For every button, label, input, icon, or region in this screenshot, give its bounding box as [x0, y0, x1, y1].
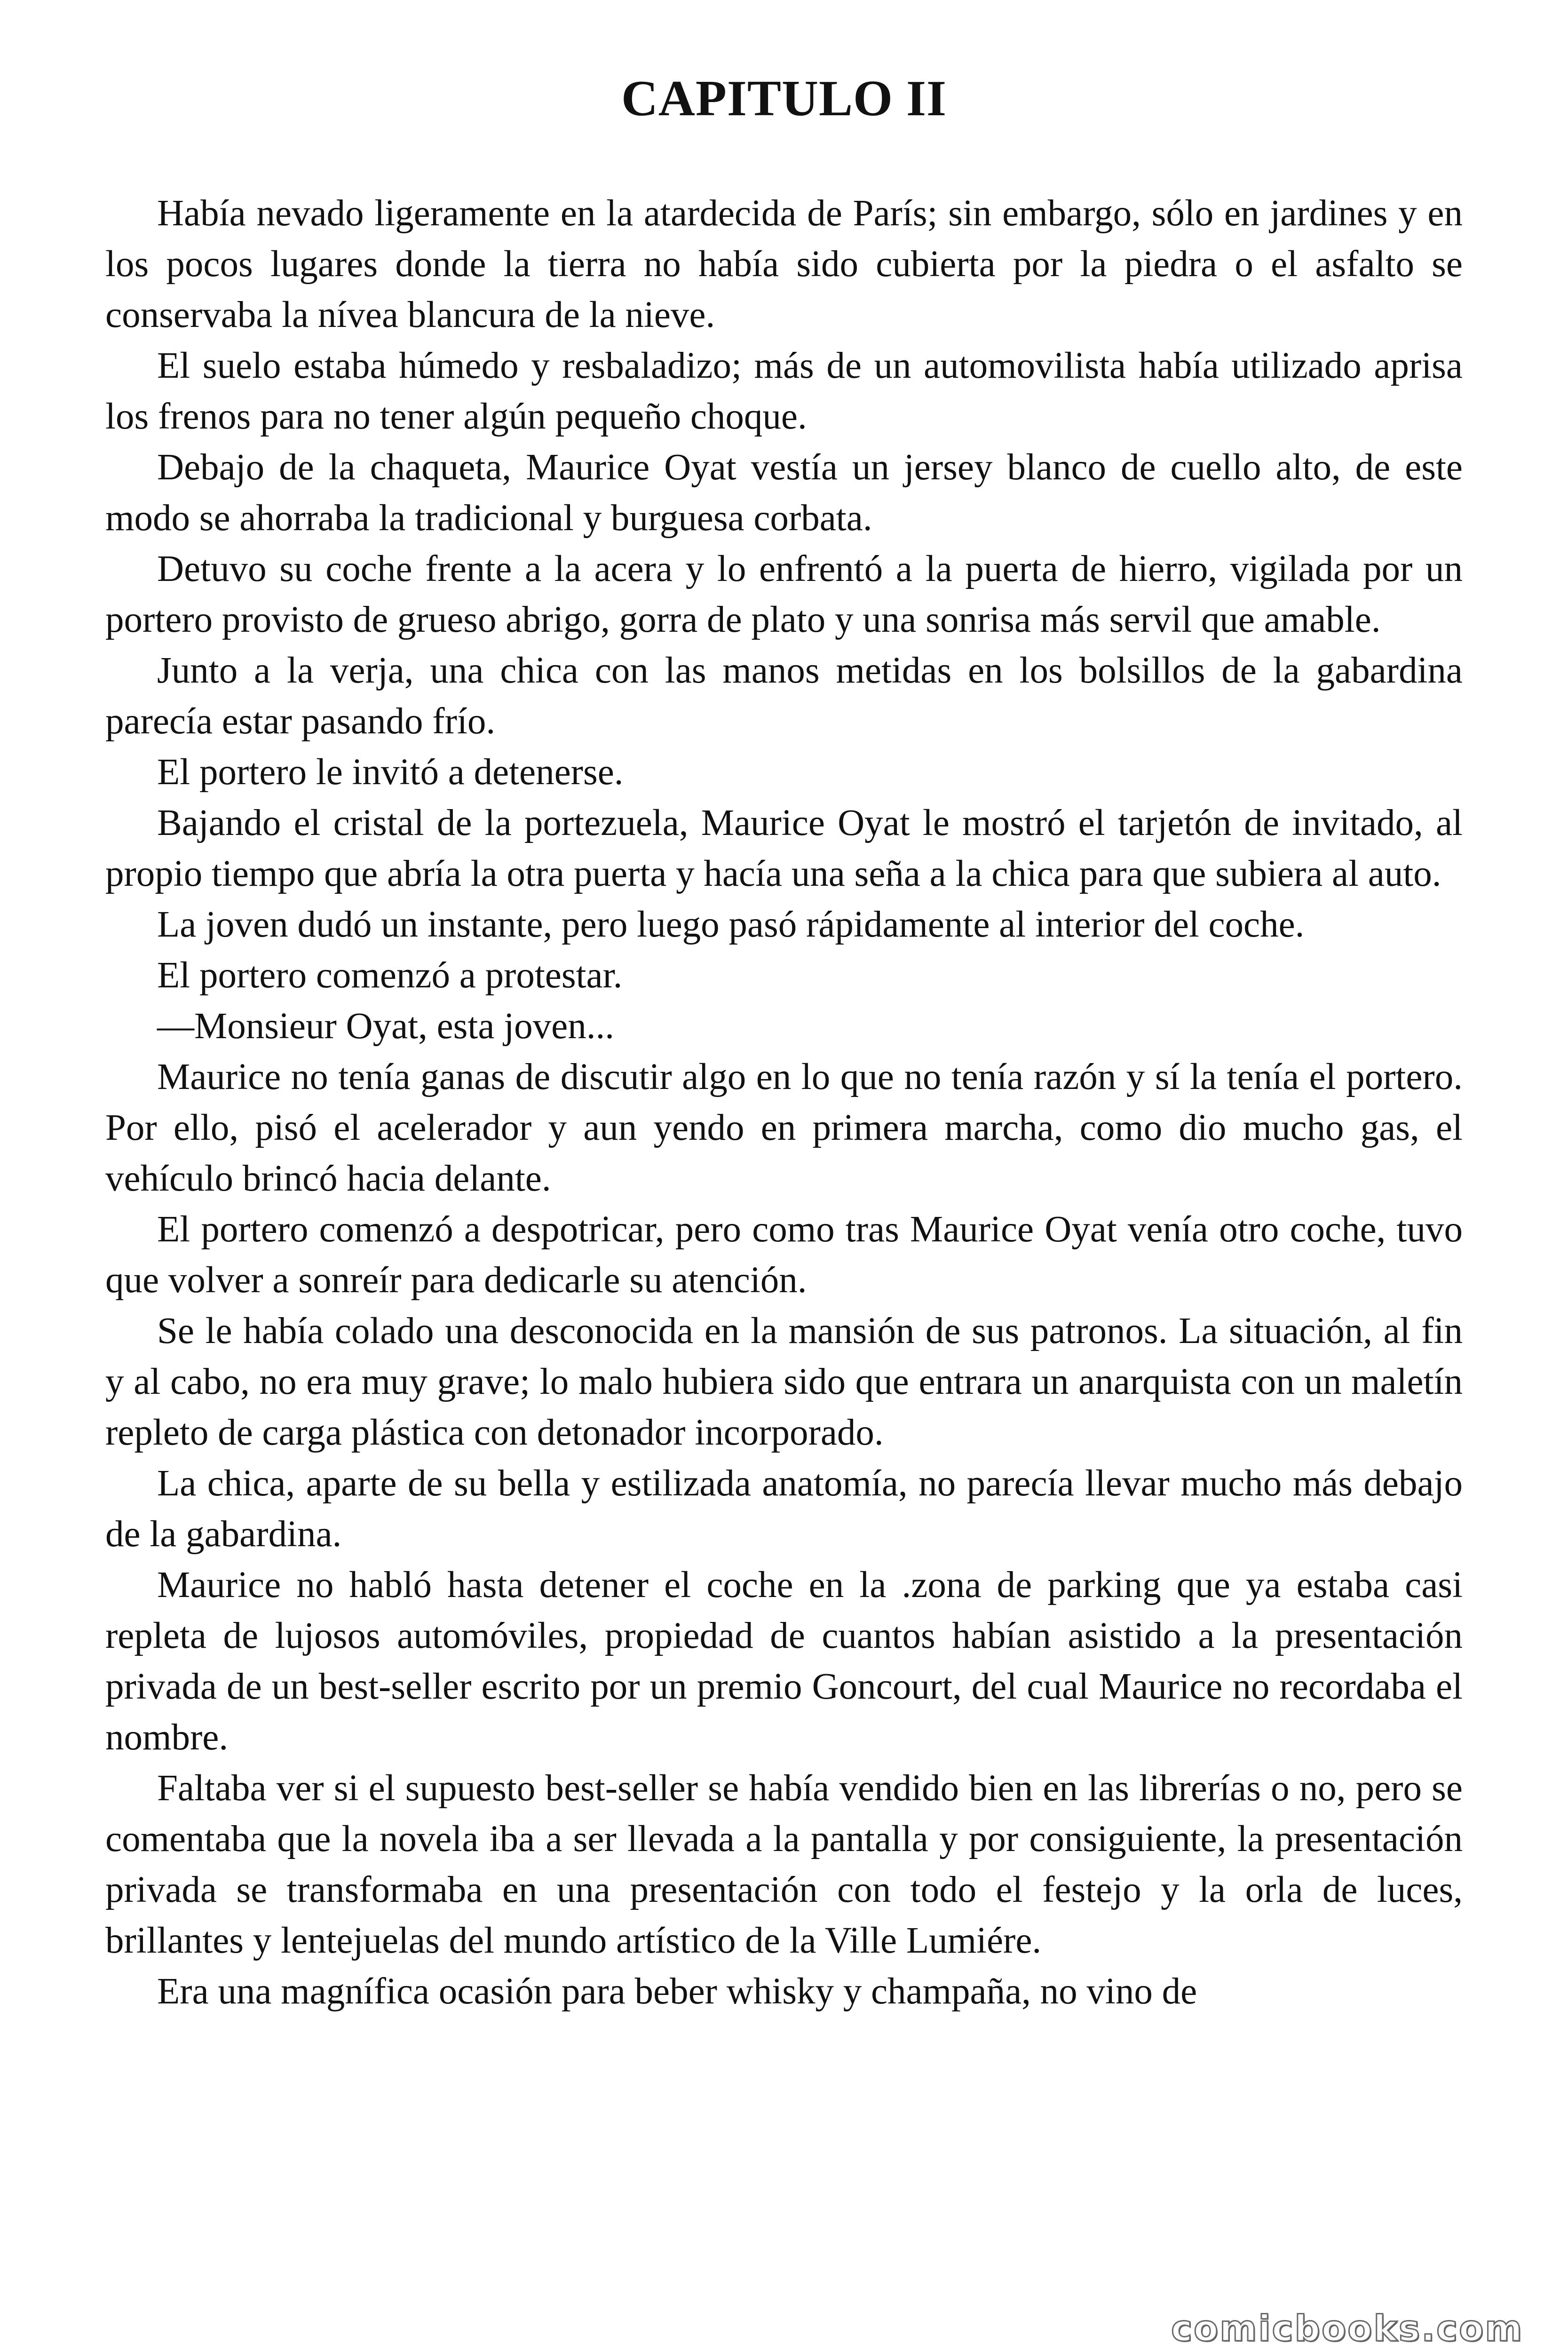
- paragraph: El portero le invitó a detenerse.: [157, 752, 624, 793]
- paragraph: Maurice no tenía ganas de discutir algo en lo que no tenía razón y sí la tenía el portero. Por ello, pisó el acelerador y aun yendo en primera marcha, como dio mucho gas, el vehículo brincó hacia delante.: [105, 1057, 1463, 1199]
- body-text: [105, 188, 1463, 2017]
- paragraph: Era una magnífica ocasión para beber whisky y champaña, no vino de: [157, 1971, 1197, 2012]
- paragraph: Bajando el cristal de la portezuela, Maurice Oyat le mostró el tarjetón de invitado, al propio tiempo que abría la otra puerta y hacía una seña a la chica para que subiera al auto.: [105, 803, 1463, 894]
- paragraph: Debajo de la chaqueta, Maurice Oyat vestía un jersey blanco de cuello alto, de este modo se ahorraba la tradicional y burguesa corbata.: [105, 447, 1463, 539]
- paragraph: Detuvo su coche frente a la acera y lo enfrentó a la puerta de hierro, vigilada por un portero provisto de grueso abrigo, gorra de plato y una sonrisa más servil que amable.: [105, 548, 1463, 640]
- paragraph: La joven dudó un instante, pero luego pasó rápidamente al interior del coche.: [157, 904, 1305, 945]
- paragraph: Se le había colado una desconocida en la mansión de sus patronos. La situación, al fin y al cabo, no era muy grave; lo malo hubiera sido que entrara un anarquista con un maletín repleto de carga plástica con detonador incorporado.: [105, 1311, 1463, 1453]
- paragraph: La chica, aparte de su bella y estilizada anatomía, no parecía llevar mucho más debajo de la gabardina.: [105, 1463, 1463, 1555]
- watermark: comicbooks.com: [1171, 2307, 1524, 2349]
- paragraph: El portero comenzó a despotricar, pero como tras Maurice Oyat venía otro coche, tuvo que volver a sonreír para dedicarle su atención.: [105, 1209, 1463, 1301]
- paragraph: El portero comenzó a protestar.: [157, 955, 623, 996]
- chapter-title: CAPITULO II: [621, 71, 947, 127]
- paragraph: Maurice no habló hasta detener el coche en la .zona de parking que ya estaba casi repleta de lujosos automóviles, propiedad de cuantos habían asistido a la presentación privada de un best-seller escrito por un premio Goncourt, del cual Maurice no recordaba el nombre.: [105, 1565, 1463, 1758]
- paragraph: —Monsieur Oyat, esta joven...: [157, 1006, 614, 1047]
- paragraph: Había nevado ligeramente en la atardecida de París; sin embargo, sólo en jardines y en los pocos lugares donde la tierra no había sido cubierta por la piedra o el asfalto se conservaba la nívea blancura de la nieve.: [105, 193, 1463, 335]
- paragraph: Junto a la verja, una chica con las manos metidas en los bolsillos de la gabardina parecía estar pasando frío.: [105, 650, 1463, 742]
- paragraph: Faltaba ver si el supuesto best-seller se había vendido bien en las librerías o no, pero se comentaba que la novela iba a ser llevada a la pantalla y por consiguiente, la presentación privada se transformaba en una presentación con todo el festejo y la orla de luces, brillantes y lentejuelas del mundo artístico de la Ville Lumiére.: [105, 1768, 1463, 1961]
- paragraph: El suelo estaba húmedo y resbaladizo; más de un automovilista había utilizado aprisa los frenos para no tener algún pequeño choque.: [105, 345, 1463, 437]
